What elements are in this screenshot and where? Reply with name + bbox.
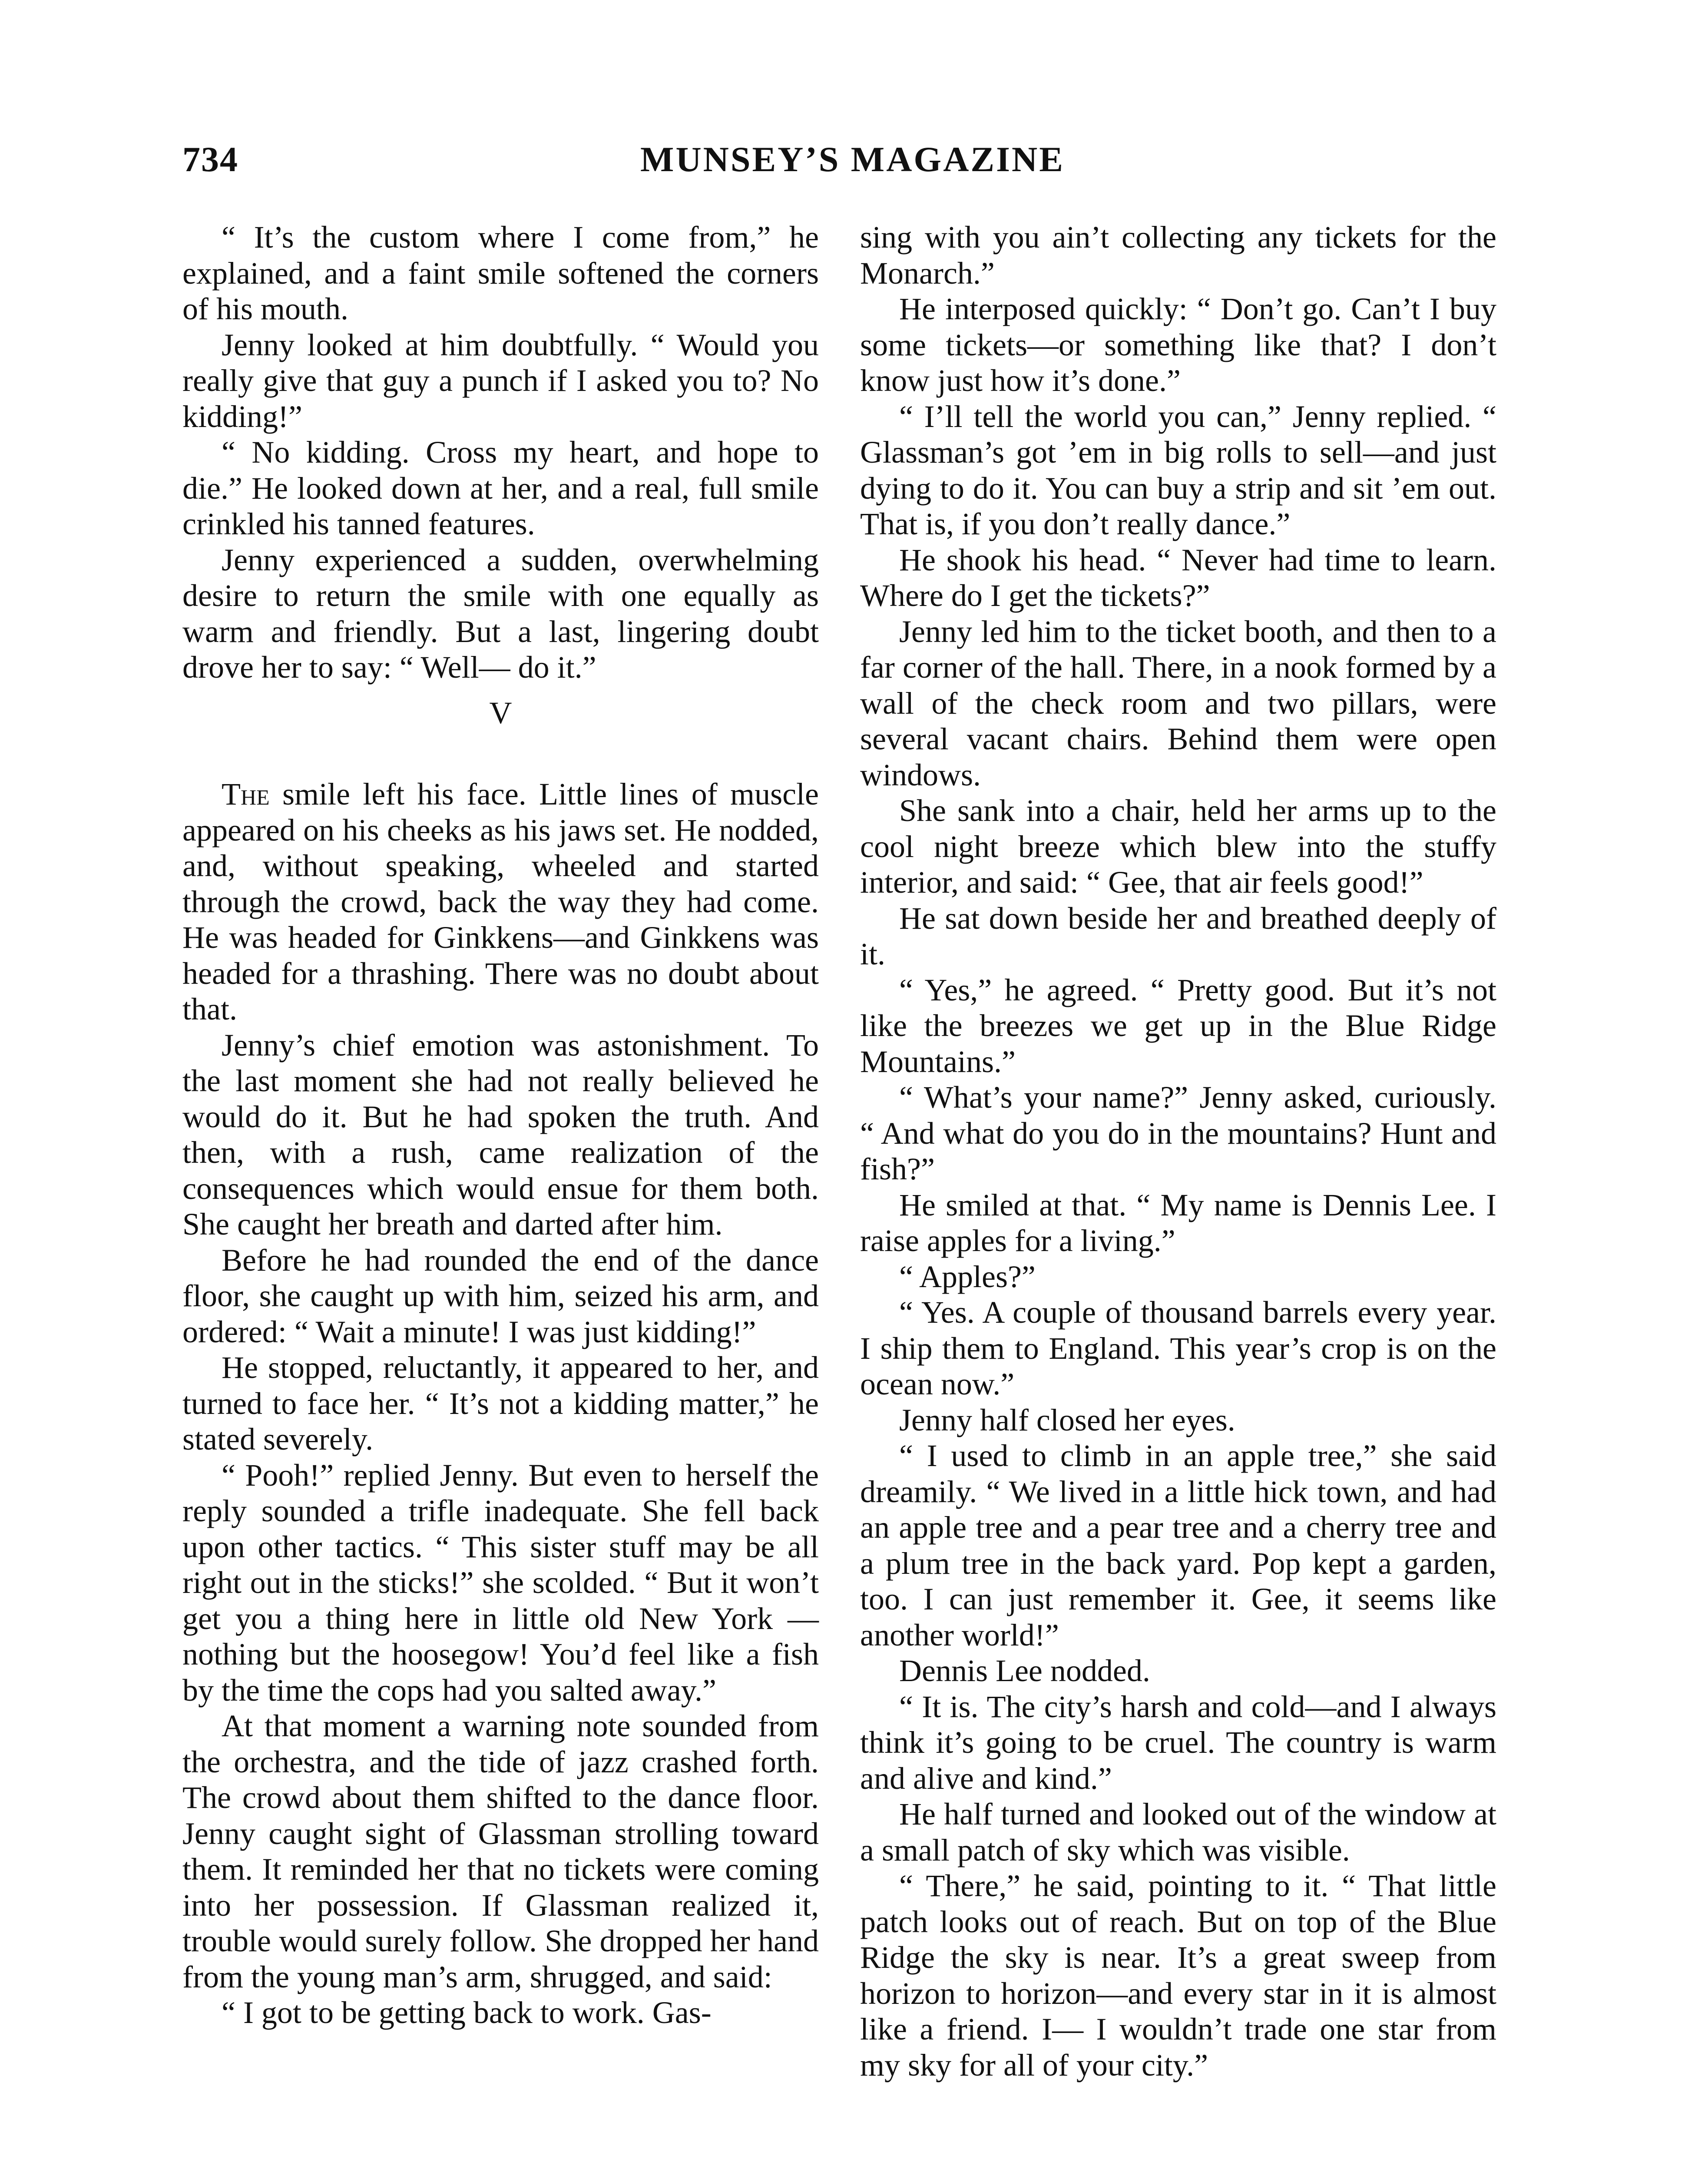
left-column <box>182 219 819 2031</box>
right-column <box>860 219 1496 2083</box>
paragraph: “ Pooh!” replied Jenny. But even to herself the reply sounded a trifle inadequate. She fell back upon other tactics. “ This sister stuff may be all right out in the sticks!” she scolded. “ But it won’t get you a thing here in little old New York —nothing but the hoosegow! You’d feel like a fish by the time the cops had you salted away.” <box>182 1457 819 1708</box>
paragraph: “ It is. The city’s harsh and cold—and I always think it’s going to be cruel. The country is warm and alive and kind.” <box>860 1689 1496 1796</box>
paragraph: She sank into a chair, held her arms up to the cool night breeze which blew into the stuffy interior, and said: “ Gee, that air feels good!” <box>860 793 1496 900</box>
paragraph: Jenny experienced a sudden, overwhelming desire to return the smile with one equally as warm and friendly. But a last, lingering doubt drove her to say: “ Well— do it.” <box>182 542 819 685</box>
paragraph: Jenny’s chief emotion was astonishment. To the last moment she had not really believed he would do it. But he had spoken the truth. And then, with a rush, came realization of the consequences which would ensue for them both. She caught her breath and darted after him. <box>182 1027 819 1242</box>
paragraph: “ It’s the custom where I come from,” he explained, and a faint smile softened the corners of his mouth. <box>182 220 819 326</box>
paragraph: He half turned and looked out of the window at a small patch of sky which was visible. <box>860 1797 1496 1867</box>
paragraph: At that moment a warning note sounded from the orchestra, and the tide of jazz crashed forth. The crowd about them shifted to the dance floor. Jenny caught sight of Glassman strolling toward them. It reminded her that no tickets were coming into her possession. If Glassman realized it, trouble would surely follow. She dropped her hand from the young man’s arm, shrugged, and said: <box>182 1708 819 1994</box>
paragraph: He interposed quickly: “ Don’t go. Can’t I buy some tickets—or something like that? I don’t know just how it’s done.” <box>860 291 1496 398</box>
paragraph: Jenny led him to the ticket booth, and then to a far corner of the hall. There, in a nook formed by a wall of the check room and two pillars, were several vacant chairs. Behind them were open windows. <box>860 614 1496 792</box>
paragraph <box>182 776 819 1027</box>
paragraph: “ Apples?” <box>899 1259 1036 1294</box>
paragraph: “ No kidding. Cross my heart, and hope to die.” He looked down at her, and a real, full smile crinkled his tanned features. <box>182 435 819 541</box>
paragraph: He sat down beside her and breathed deeply of it. <box>860 901 1496 971</box>
paragraph: He stopped, reluctantly, it appeared to her, and turned to face her. “ It’s not a kidding matter,” he stated severely. <box>182 1350 819 1457</box>
paragraph: “ Yes,” he agreed. “ Pretty good. But it’s not like the breezes we get up in the Blue Ridge Mountains.” <box>860 972 1496 1079</box>
paragraph: He shook his head. “ Never had time to learn. Where do I get the tickets?” <box>860 542 1496 613</box>
paragraph-continued: sing with you ain’t collecting any tickets for the Monarch.” <box>860 220 1496 291</box>
paragraph: “ What’s your name?” Jenny asked, curiously. “ And what do you do in the mountains? Hunt and fish?” <box>860 1080 1496 1186</box>
paragraph: Jenny looked at him doubtfully. “ Would you really give that guy a punch if I asked you to? No kidding!” <box>182 327 819 434</box>
paragraph: “ I got to be getting back to work. Gas- <box>222 1995 712 2030</box>
paragraph: “ There,” he said, pointing to it. “ That little patch looks out of reach. But on top of the Blue Ridge the sky is near. It’s a great sweep from horizon to horizon—and every star in it is almost like a friend. I— I wouldn’t trade one star from my sky for all of your city.” <box>860 1868 1496 2083</box>
paragraph: Dennis Lee nodded. <box>899 1653 1150 1688</box>
paragraph: “ Yes. A couple of thousand barrels every year. I ship them to England. This year’s crop is on the ocean now.” <box>860 1295 1496 1401</box>
page-number: 734 <box>182 139 238 179</box>
page-header <box>182 139 1523 187</box>
small-caps-lead: The <box>222 777 270 811</box>
paragraph: Before he had rounded the end of the dance floor, she caught up with him, seized his arm, and ordered: “ Wait a minute! I was just kidding!” <box>182 1242 819 1349</box>
paragraph: “ I’ll tell the world you can,” Jenny replied. “ Glassman’s got ’em in big rolls to sell—and just dying to do it. You can buy a strip and sit ’em out. That is, if you don’t really dance.” <box>860 399 1496 541</box>
paragraph: “ I used to climb in an apple tree,” she said dreamily. “ We lived in a little hick town, and had an apple tree and a pear tree and a cherry tree and a plum tree in the back yard. Pop kept a garden, too. I can just remember it. Gee, it seems like another world!” <box>860 1438 1496 1652</box>
paragraph: Jenny half closed her eyes. <box>899 1402 1235 1437</box>
section-heading: V <box>489 695 512 730</box>
running-title: MUNSEY’S MAGAZINE <box>640 139 1065 179</box>
paragraph-text: smile left his face. Little lines of muscle appeared on his cheeks as his jaws set. He nodded, and, without speaking, wheeled and started through the crowd, back the way they had come. He was headed for Ginkkens—and Ginkkens was headed for a thrashing. There was no doubt about that. <box>182 777 819 1026</box>
paragraph: He smiled at that. “ My name is Dennis Lee. I raise apples for a living.” <box>860 1187 1496 1258</box>
